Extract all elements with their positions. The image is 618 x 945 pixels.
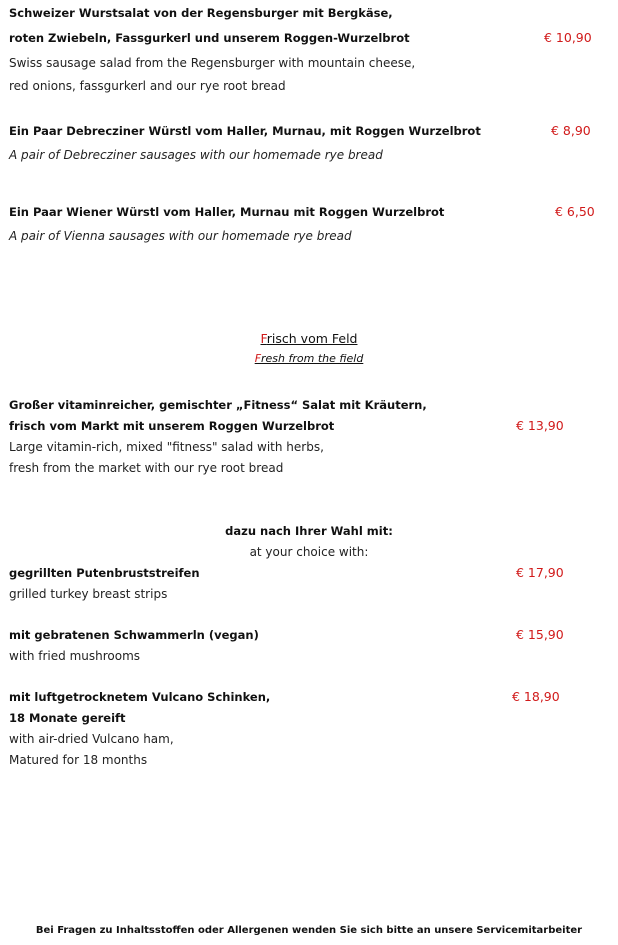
section-subtitle-rest: resh from the field	[261, 352, 364, 365]
allergen-footer-note: Bei Fragen zu Inhaltsstoffen oder Allergenen wenden Sie sich bitte an unsere Servicemitarbeiter	[35, 925, 583, 936]
option-2-german: mit gebratenen Schwammerln (vegan)	[9, 628, 259, 642]
option-3-german-line-2: 18 Monate gereift	[9, 711, 126, 725]
section-subtitle-initial: F	[254, 352, 262, 365]
item-2-english-line-1: A pair of Debrecziner sausages with our homemade rye bread	[9, 148, 383, 162]
salad-english-line-1: Large vitamin-rich, mixed "fitness" salad with herbs,	[9, 440, 324, 454]
option-2-english: with fried mushrooms	[9, 649, 141, 663]
section-title	[0, 331, 618, 347]
choice-english: at your choice with:	[249, 545, 369, 559]
option-1-english: grilled turkey breast strips	[9, 587, 168, 601]
item-1-english-line-2: red onions, fassgurkerl and our rye root bread	[9, 79, 286, 93]
item-1-price: € 10,90	[544, 30, 592, 45]
item-2-price: € 8,90	[551, 123, 591, 138]
item-3-price: € 6,50	[555, 204, 595, 219]
option-3-german-line-1: mit luftgetrocknetem Vulcano Schinken,	[9, 690, 271, 704]
item-3-german-line-1: Ein Paar Wiener Würstl vom Haller, Murnau mit Roggen Wurzelbrot	[9, 205, 445, 219]
item-2-german-line-1: Ein Paar Debrecziner Würstl vom Haller, Murnau, mit Roggen Wurzelbrot	[9, 124, 481, 138]
section-subtitle	[0, 352, 618, 366]
item-1-german-line-2: roten Zwiebeln, Fassgurkerl und unserem Roggen-Wurzelbrot	[9, 31, 410, 45]
item-1-english-line-1: Swiss sausage salad from the Regensburger with mountain cheese,	[9, 56, 416, 70]
option-1-price: € 17,90	[516, 565, 564, 580]
choice-german: dazu nach Ihrer Wahl mit:	[225, 524, 393, 538]
option-2-price: € 15,90	[516, 627, 564, 642]
option-3-english-line-1: with air-dried Vulcano ham,	[9, 732, 174, 746]
salad-german-line-2: frisch vom Markt mit unserem Roggen Wurzelbrot	[9, 419, 335, 433]
item-1-german-line-1: Schweizer Wurstsalat von der Regensburger mit Bergkäse,	[9, 6, 393, 20]
item-3-english-line-1: A pair of Vienna sausages with our homemade rye bread	[9, 229, 352, 243]
salad-english-line-2: fresh from the market with our rye root bread	[9, 461, 284, 475]
salad-german-line-1: Großer vitaminreicher, gemischter „Fitness“ Salat mit Kräutern,	[9, 398, 427, 412]
option-3-english-line-2: Matured for 18 months	[9, 753, 148, 767]
section-title-rest: risch vom Feld	[266, 331, 358, 346]
option-1-german: gegrillten Putenbruststreifen	[9, 566, 200, 580]
salad-price: € 13,90	[516, 418, 564, 433]
option-3-price: € 18,90	[512, 689, 560, 704]
section-title-initial: F	[260, 331, 267, 346]
